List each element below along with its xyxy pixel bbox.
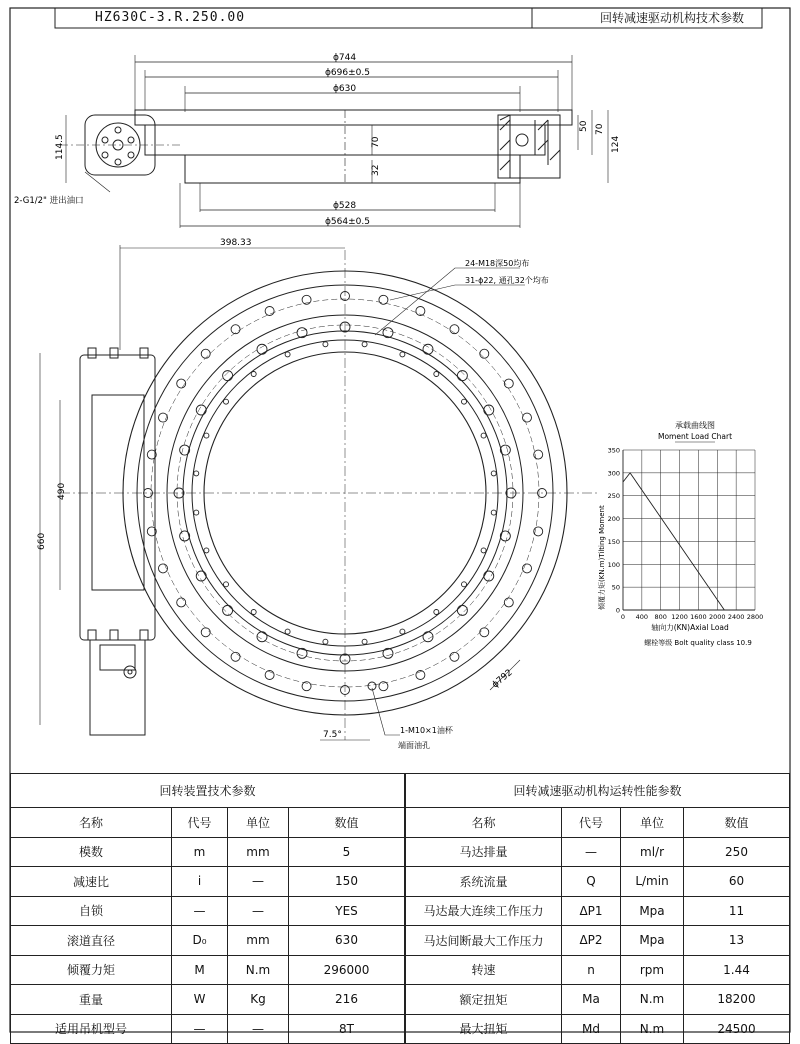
table-cell: 滚道直径 (11, 926, 172, 956)
table-cell: mm (228, 837, 289, 867)
table-cell: Kg (228, 985, 289, 1015)
table-row (406, 867, 790, 897)
table-cell: Md (562, 1014, 621, 1044)
col-header: 数值 (684, 808, 790, 838)
table-cell: — (228, 867, 289, 897)
chart-y-tick: 0 (615, 606, 620, 615)
dim-630: ϕ630 (333, 84, 357, 94)
slewing-parameters-table (10, 773, 405, 1044)
table-cell: — (562, 837, 621, 867)
table-cell: 倾覆力矩 (11, 955, 172, 985)
chart-x-tick: 1600 (690, 613, 707, 621)
table-cell: — (172, 896, 228, 926)
table-cell: i (172, 867, 228, 897)
table-cell: N.m (228, 955, 289, 985)
table-cell: 额定扭矩 (406, 985, 562, 1015)
table-row (406, 837, 790, 867)
chart-x-tick: 2400 (727, 613, 745, 621)
chart-y-tick: 50 (611, 583, 620, 592)
table-row (406, 955, 790, 985)
table-cell: 最大扭矩 (406, 1014, 562, 1044)
table-cell: 5 (289, 837, 405, 867)
dim-792: ϕ792 (490, 667, 515, 691)
table-cell: ml/r (621, 837, 684, 867)
table-row (11, 837, 405, 867)
table-cell: Q (562, 867, 621, 897)
col-header: 代号 (172, 808, 228, 838)
table-row (406, 1014, 790, 1044)
col-header: 单位 (621, 808, 684, 838)
table-cell: 630 (289, 926, 405, 956)
chart-y-tick: 100 (607, 560, 620, 569)
table-cell: n (562, 955, 621, 985)
table-row (406, 926, 790, 956)
table-cell: 8T (289, 1014, 405, 1044)
table-header-row (406, 808, 790, 838)
callout-m10: 1-M10×1油杯 (400, 726, 453, 735)
table-cell: 24500 (684, 1014, 790, 1044)
dim-50: 50 (579, 120, 589, 132)
table-row (406, 896, 790, 926)
chart-x-tick: 2800 (746, 613, 764, 621)
dim-564: ϕ564±0.5 (325, 217, 370, 227)
moment-load-chart (590, 415, 790, 655)
table-caption: 回转装置技术参数 (11, 774, 405, 808)
chart-title-cn: 承载曲线图 (675, 421, 715, 430)
chart-y-tick: 150 (607, 537, 620, 546)
table-row (11, 1014, 405, 1044)
table-cell: 296000 (289, 955, 405, 985)
dim-angle: 7.5° (323, 730, 342, 740)
table-cell: 马达最大连续工作压力 (406, 896, 562, 926)
table-caption: 回转减速驱动机构运转性能参数 (406, 774, 790, 808)
table-cell: N.m (621, 1014, 684, 1044)
table-cell: W (172, 985, 228, 1015)
chart-y-tick: 300 (607, 469, 620, 478)
callout-oil-hole: 端面油孔 (398, 741, 430, 750)
table-cell: 马达排量 (406, 837, 562, 867)
table-cell: mm (228, 926, 289, 956)
table-cell: 自锁 (11, 896, 172, 926)
table-cell: — (228, 1014, 289, 1044)
dim-528: ϕ528 (333, 201, 357, 211)
chart-x-label: 轴向力(KN)Axial Load (651, 623, 729, 632)
table-header-row (11, 808, 405, 838)
table-cell: Mpa (621, 896, 684, 926)
chart-y-tick: 200 (607, 515, 620, 524)
table-cell: rpm (621, 955, 684, 985)
dim-124: 124 (611, 135, 621, 153)
table-cell: — (172, 1014, 228, 1044)
drawing-number: HZ630C-3.R.250.00 (95, 10, 246, 25)
table-cell: 13 (684, 926, 790, 956)
chart-x-tick: 400 (635, 613, 649, 621)
dim-696: ϕ696±0.5 (325, 68, 370, 78)
chart-x-tick: 800 (654, 613, 667, 621)
table-cell: N.m (621, 985, 684, 1015)
table-cell: 60 (684, 867, 790, 897)
col-header: 代号 (562, 808, 621, 838)
drawing-title: 回转减速驱动机构技术参数 (600, 11, 745, 25)
table-row (11, 985, 405, 1015)
chart-y-tick: 350 (607, 446, 620, 455)
table-row (11, 867, 405, 897)
table-row (11, 926, 405, 956)
table-cell: 系统流量 (406, 867, 562, 897)
port-note: 2-G1/2" 进出油口 (14, 196, 84, 206)
chart-x-tick: 1200 (671, 613, 688, 621)
col-header: 名称 (11, 808, 172, 838)
dim-490: 490 (57, 482, 67, 500)
callout-m18: 24-M18深50均布 (465, 259, 530, 268)
col-header: 名称 (406, 808, 562, 838)
dim-744: ϕ744 (333, 53, 357, 63)
dim-660: 660 (37, 532, 47, 550)
dim-70-mid: 70 (371, 136, 381, 148)
table-cell: m (172, 837, 228, 867)
table-cell: 11 (684, 896, 790, 926)
table-cell: M (172, 955, 228, 985)
table-cell: 模数 (11, 837, 172, 867)
table-cell: 250 (684, 837, 790, 867)
dim-32: 32 (371, 164, 381, 176)
table-cell: 适用吊机型号 (11, 1014, 172, 1044)
table-cell: — (228, 896, 289, 926)
chart-bolt-note: 螺栓等级 Bolt quality class 10.9 (644, 639, 752, 647)
table-cell: ΔP2 (562, 926, 621, 956)
col-header: 数值 (289, 808, 405, 838)
table-row (11, 896, 405, 926)
chart-x-tick: 2000 (709, 613, 726, 621)
table-cell: ΔP1 (562, 896, 621, 926)
chart-title-en: Moment Load Chart (657, 432, 733, 441)
drive-performance-table (405, 773, 790, 1044)
dim-398: 398.33 (220, 238, 252, 248)
table-cell: 18200 (684, 985, 790, 1015)
table-cell: D₀ (172, 926, 228, 956)
table-cell: YES (289, 896, 405, 926)
table-cell: L/min (621, 867, 684, 897)
chart-x-tick: 0 (620, 613, 626, 621)
chart-y-label: 倾覆力矩(KN.m)Tilting Moment (598, 505, 606, 610)
col-header: 单位 (228, 808, 289, 838)
dim-114-5: 114.5 (55, 134, 65, 160)
dim-70-right: 70 (595, 123, 605, 135)
table-cell: 150 (289, 867, 405, 897)
callout-22: 31-ϕ22, 通孔32个均布 (465, 276, 549, 285)
table-cell: 转速 (406, 955, 562, 985)
table-cell: 马达间断最大工作压力 (406, 926, 562, 956)
chart-y-tick: 250 (607, 492, 620, 501)
table-row (11, 955, 405, 985)
table-cell: Mpa (621, 926, 684, 956)
table-cell: 216 (289, 985, 405, 1015)
table-cell: 重量 (11, 985, 172, 1015)
table-cell: 1.44 (684, 955, 790, 985)
table-cell: 减速比 (11, 867, 172, 897)
table-cell: Ma (562, 985, 621, 1015)
table-row (406, 985, 790, 1015)
